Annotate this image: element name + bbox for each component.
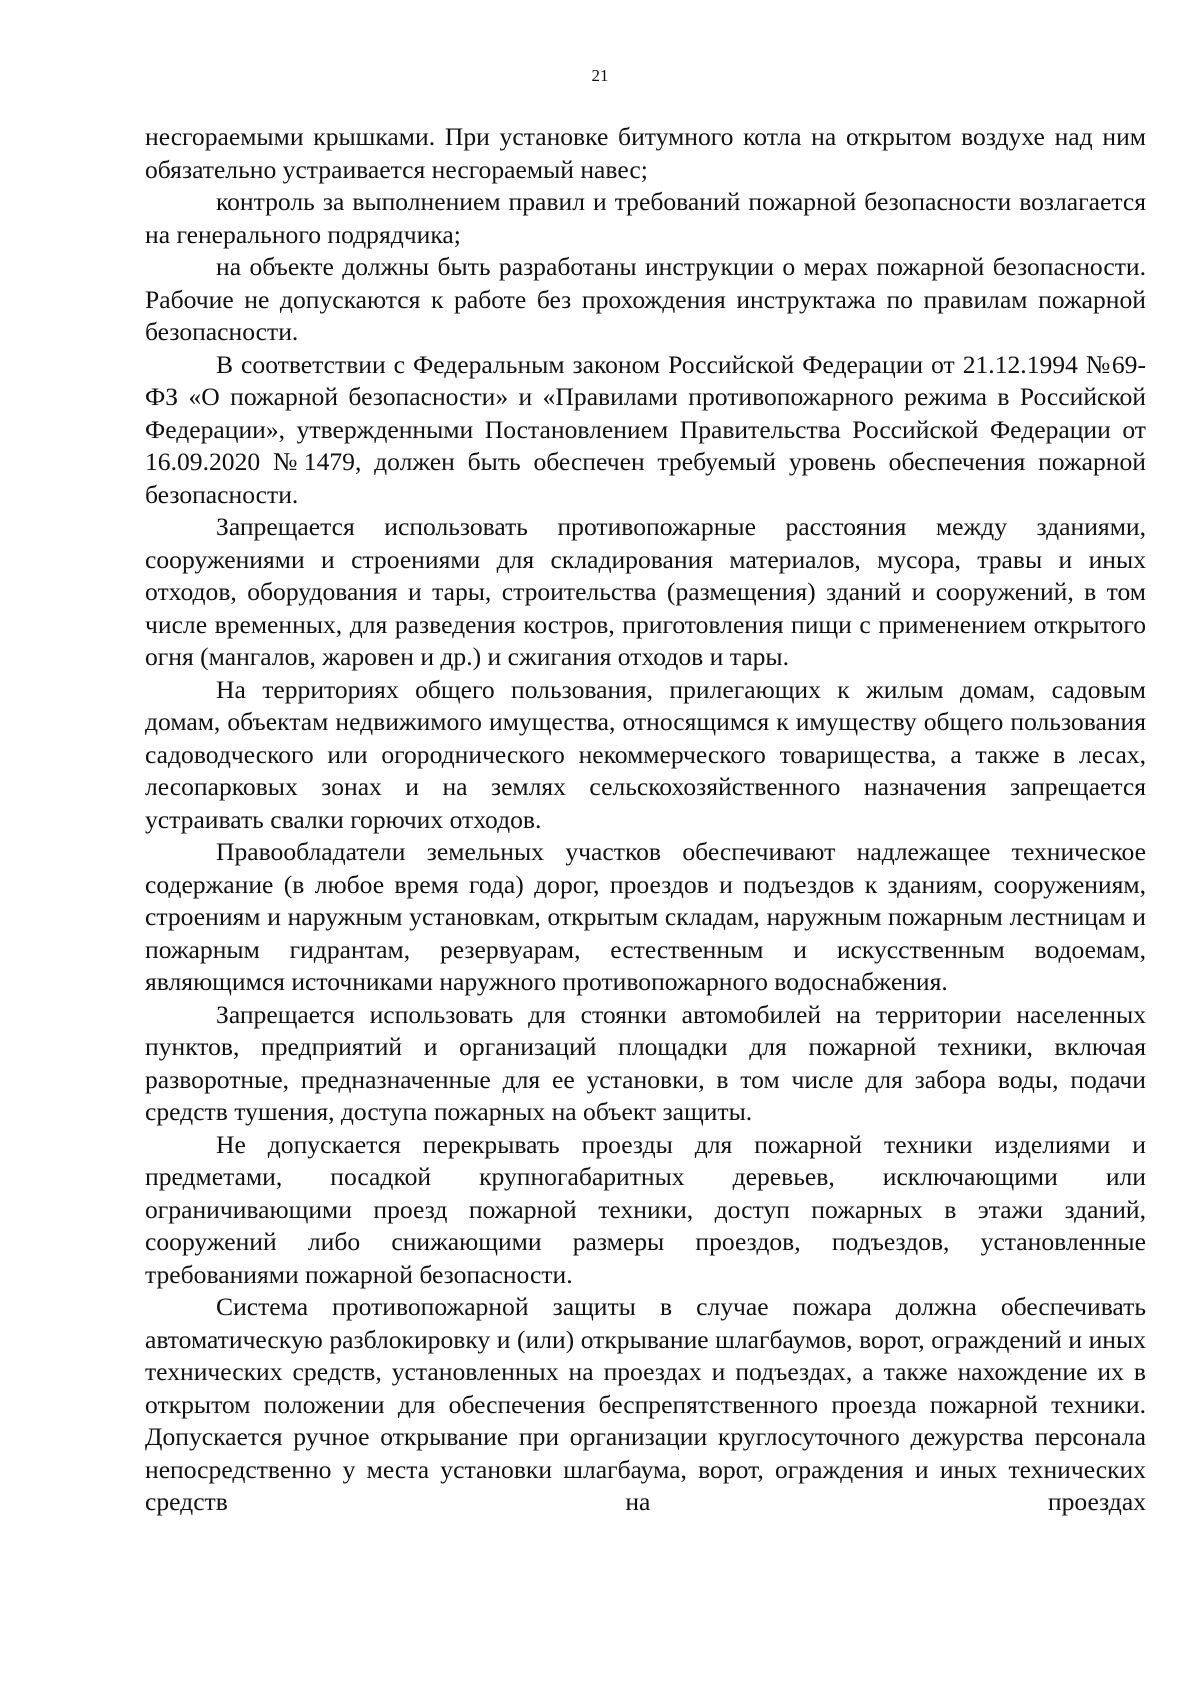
paragraph-bitumen-boiler: несгораемыми крышками. При установке битумного котла на открытом воздухе над ним обязательно устраивается несгораемый навес;	[145, 122, 1146, 184]
paragraph-access-roads: Не допускается перекрывать проезды для пожарной техники изделиями и предметами, посадкой крупногабаритных деревьев, исключающими или ограничивающими проезд пожарной техники, доступ пожарных в этажи зданий, сооружений либо снижающими размеры проездов, подъездов, установленные требованиями пожарной безопасности.	[145, 1129, 1146, 1289]
paragraph-fire-safety-instructions: на объекте должны быть разработаны инструкции о мерах пожарной безопасности. Рабочие не допускаются к работе без прохождения инструктажа по правилам пожарной безопасности.	[145, 252, 1146, 346]
paragraph-fire-distances: Запрещается использовать противопожарные расстояния между зданиями, сооружениями и строениями для складирования материалов, мусора, травы и иных отходов, оборудования и тары, строительства (размещения) зданий и сооружений, в том числе временных, для разведения костров, приготовления пищи с применением открытого огня (мангалов, жаровен и др.) и сжигания отходов и тары.	[145, 512, 1146, 671]
paragraph-fire-protection-system: Система противопожарной защиты в случае пожара должна обеспечивать автоматическую разблокировку и (или) открывание шлагбаумов, ворот, ограждений и иных технических средств, установленных на проездах и подъездах, а также нахождение их в открытом положении для обеспечения беспрепятственного проезда пожарной техники. Допускается ручное открывание при организации круглосуточного дежурства персонала непосредственно у места установки шлагбаума, ворот, ограждения и иных технических средств на проездах	[145, 1292, 1146, 1516]
paragraph-federal-law: В соответствии с Федеральным законом Российской Федерации от 21.12.1994 №69-ФЗ «О пожарной безопасности» и «Правилами противопожарного режима в Российской Федерации», утвержденными Постановлением Правительства Российской Федерации от 16.09.2020 №1479, должен быть обеспечен требуемый уровень обеспечения пожарной безопасности.	[145, 349, 1146, 509]
document-body	[145, 121, 1146, 1519]
paragraph-land-owners: Правообладатели земельных участков обеспечивают надлежащее техническое содержание (в любое время года) дорог, проездов и подъездов к зданиям, сооружениям, строениям и наружным установкам, открытым складам, наружным пожарным лестницам и пожарным гидрантам, резервуарам, естественным и искусственным водоемам, являющимся источниками наружного противопожарного водоснабжения.	[145, 837, 1146, 996]
paragraph-public-territories: На территориях общего пользования, прилегающих к жилым домам, садовым домам, объектам недвижимого имущества, относящимся к имуществу общего пользования садоводческого или огороднического некоммерческого товарищества, а также в лесах, лесопарковых зонах и на землях сельскохозяйственного назначения запрещается устраивать свалки горючих отходов.	[145, 674, 1146, 834]
paragraph-fire-safety-control: контроль за выполнением правил и требований пожарной безопасности возлагается на генерального подрядчика;	[145, 187, 1146, 249]
paragraph-parking-ban: Запрещается использовать для стоянки автомобилей на территории населенных пунктов, предприятий и организаций площадки для пожарной техники, включая разворотные, предназначенные для ее установки, в том числе для забора воды, подачи средств тушения, доступа пожарных на объект защиты.	[145, 999, 1146, 1126]
page-number: 21	[591, 66, 609, 85]
